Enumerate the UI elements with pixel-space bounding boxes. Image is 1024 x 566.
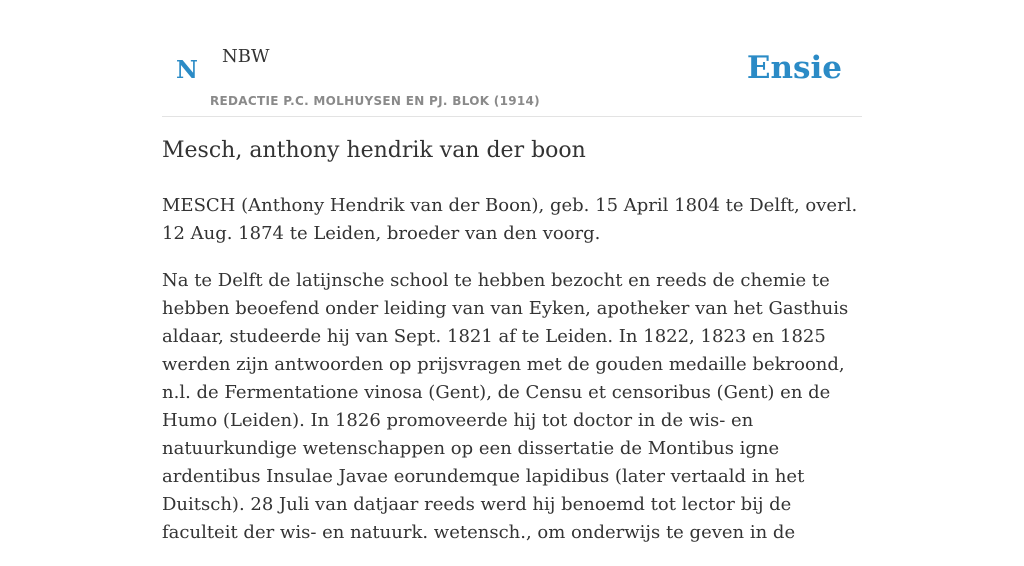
brand-logo[interactable]: Ensie bbox=[746, 50, 842, 86]
header bbox=[162, 0, 862, 117]
article-title: Mesch, anthony hendrik van der boon bbox=[162, 138, 586, 163]
source-subtitle: REDACTIE P.C. MOLHUYSEN EN PJ. BLOK (1914) bbox=[210, 94, 540, 108]
source-logo[interactable]: N bbox=[176, 55, 198, 84]
article-paragraph: Na te Delft de latijnsche school te hebben bezocht en reeds de chemie te hebben beoefend onder leiding van van Eyken, apotheker van het Gasthuis aldaar, studeerde hij van Sept. 1821 af te Leiden. In 1822, 1823 en 1825 werden zijn antwoorden op prijsvragen met de gouden medaille bekroond, n.l. de Fermentatione vinosa (Gent), de Censu et censoribus (Gent) en de Humo (Leiden). In 1826 promoveerde hij tot doctor in de wis- en natuurkundige wetenschappen op een dissertatie de Montibus igne ardentibus Insulae Javae eorundemque lapidibus (later vertaald in het Duitsch). 28 Juli van datjaar reeds werd hij benoemd tot lector bij de faculteit der wis- en natuurk. wetensch., om onderwijs te geven in de bbox=[162, 270, 849, 543]
source-title[interactable]: NBW bbox=[222, 46, 270, 67]
article-body bbox=[162, 192, 864, 566]
article-paragraph: MESCH (Anthony Hendrik van der Boon), geb. 15 April 1804 te Delft, overl. 12 Aug. 1874 te Leiden, broeder van den voorg. bbox=[162, 195, 858, 244]
